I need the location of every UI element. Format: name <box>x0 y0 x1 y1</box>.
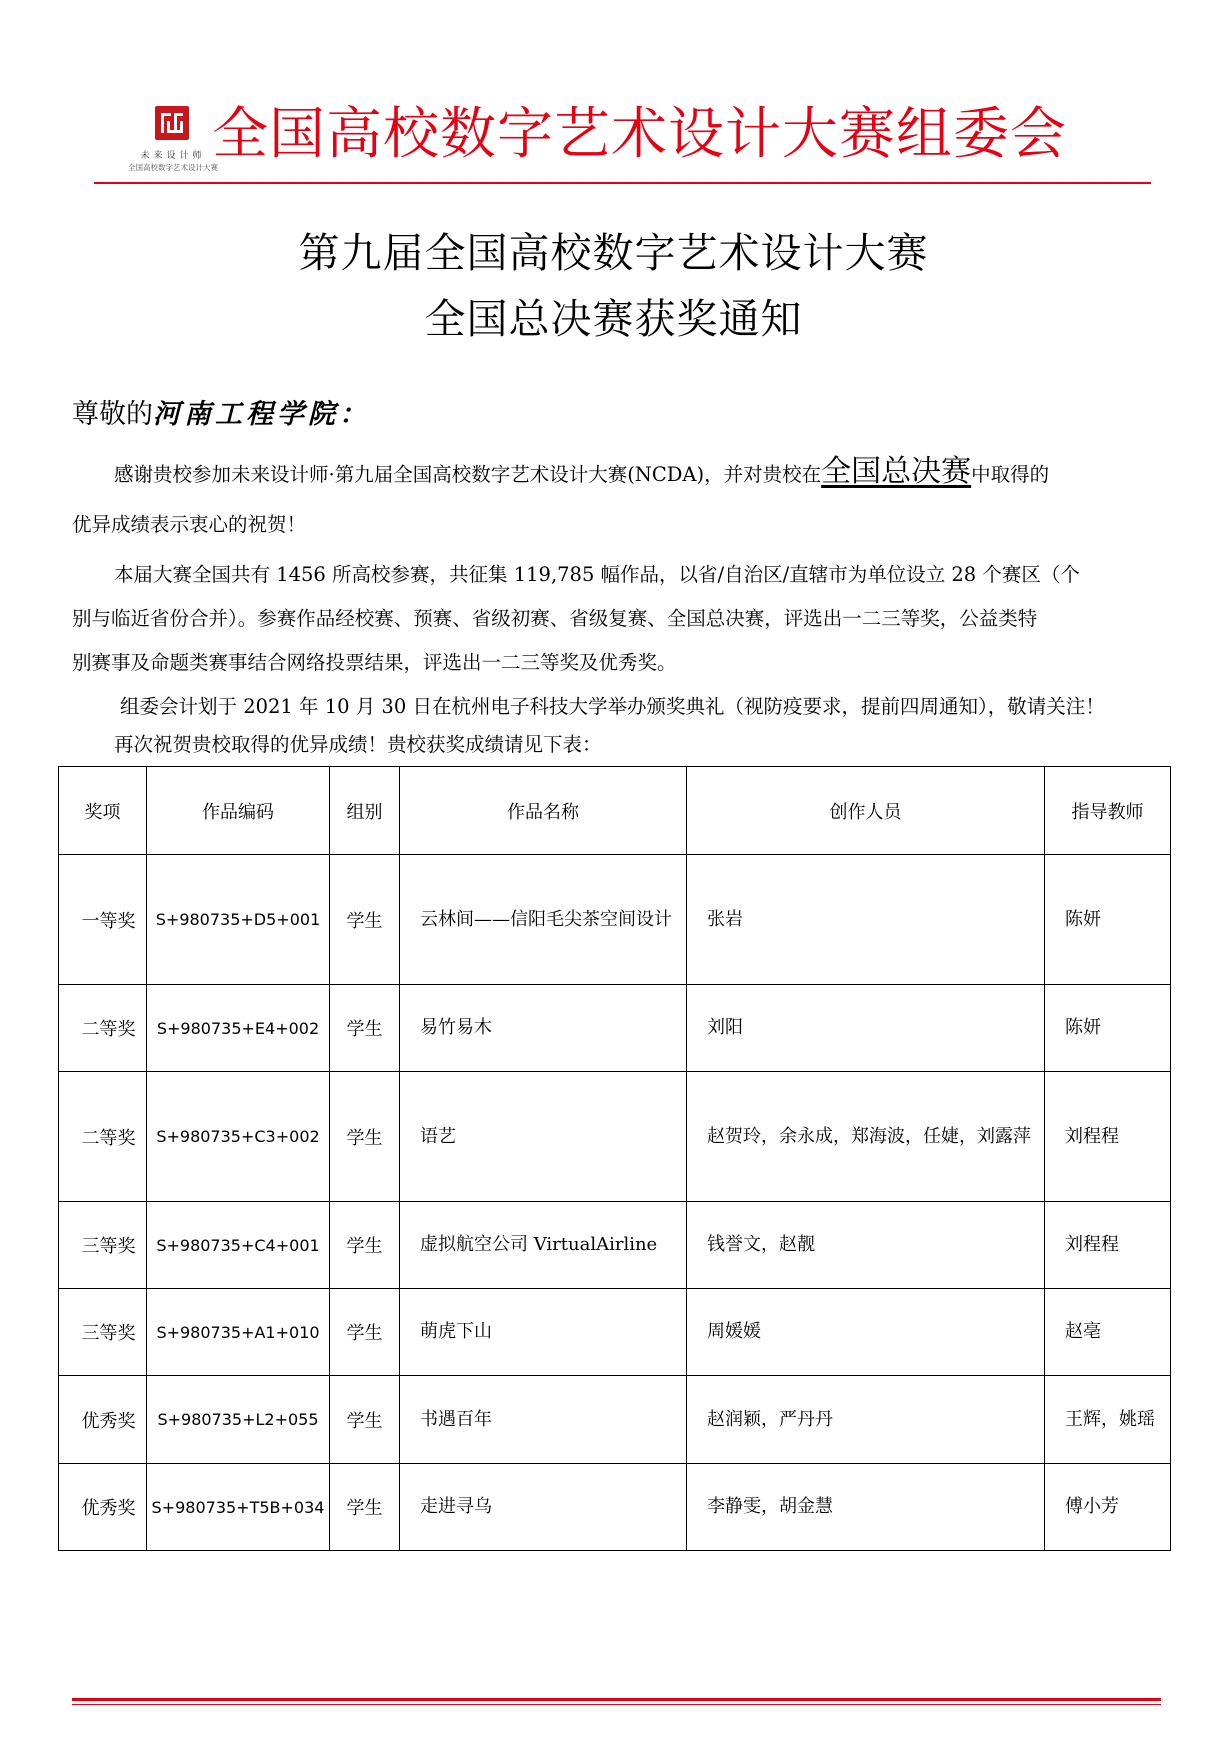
header-code: 作品编码 <box>147 767 330 855</box>
notice-title-line1: 第九届全国高校数字艺术设计大赛 <box>298 229 929 277</box>
logo-subtext: 全国高校数字艺术设计大赛 <box>128 163 218 172</box>
header-work: 作品名称 <box>400 767 687 855</box>
work-cell: 书遇百年 <box>400 1376 687 1464</box>
thanks-text: 感谢贵校参加未来设计师·第九届全国高校数字艺术设计大赛(NCDA)，并对贵校在 <box>114 463 822 486</box>
footer-divider-thin <box>72 1704 1161 1705</box>
highlight-final: 全国总决赛 <box>821 454 972 489</box>
creators-cell: 赵润颖，严丹丹 <box>687 1376 1045 1464</box>
table-row <box>59 1202 1171 1289</box>
award-cell: 二等奖 <box>59 1072 147 1202</box>
award-cell: 三等奖 <box>59 1202 147 1289</box>
advisor-cell: 陈妍 <box>1045 985 1171 1072</box>
group-cell: 学生 <box>330 1202 400 1289</box>
award-table <box>58 766 1171 1551</box>
paragraph-stats-line1: 本届大赛全国共有 1456 所高校参赛，共征集 119,785 幅作品，以省/自治区/直辖市为单位设立 28 个赛区（个 <box>114 563 1080 586</box>
footer-divider <box>72 1698 1161 1701</box>
code-cell: S+980735+C3+002 <box>147 1072 330 1202</box>
work-cell: 虚拟航空公司 VirtualAirline <box>400 1202 687 1289</box>
code-cell: S+980735+L2+055 <box>147 1376 330 1464</box>
advisor-cell: 赵亳 <box>1045 1289 1171 1376</box>
logo-text: 未来设计师 <box>140 151 206 161</box>
letterhead <box>72 98 1152 188</box>
table-row <box>59 1376 1171 1464</box>
code-cell: S+980735+T5B+034 <box>147 1464 330 1551</box>
group-cell: 学生 <box>330 1289 400 1376</box>
paragraph-ceremony: 组委会计划于 2021 年 10 月 30 日在杭州电子科技大学举办颁奖典礼（视防疫要求，提前四周通知），敬请关注！ <box>120 695 1105 718</box>
header-group: 组别 <box>330 767 400 855</box>
award-cell: 优秀奖 <box>59 1464 147 1551</box>
advisor-cell: 王辉，姚瑶 <box>1045 1376 1171 1464</box>
header-divider <box>94 182 1151 184</box>
group-cell: 学生 <box>330 985 400 1072</box>
header-award: 奖项 <box>59 767 147 855</box>
advisor-cell: 刘程程 <box>1045 1202 1171 1289</box>
group-cell: 学生 <box>330 1376 400 1464</box>
table-row <box>59 855 1171 985</box>
advisor-cell: 刘程程 <box>1045 1072 1171 1202</box>
organizer-title: 全国高校数字艺术设计大赛组委会 <box>212 102 1067 167</box>
creators-cell: 钱誉文，赵靓 <box>687 1202 1045 1289</box>
award-cell: 优秀奖 <box>59 1376 147 1464</box>
advisor-cell: 傅小芳 <box>1045 1464 1171 1551</box>
creators-cell: 赵贺玲，余永成，郑海波，任婕，刘露萍 <box>687 1072 1045 1202</box>
advisor-cell: 陈妍 <box>1045 855 1171 985</box>
logo-mark-icon <box>155 106 189 140</box>
code-cell: S+980735+E4+002 <box>147 985 330 1072</box>
work-cell: 易竹易木 <box>400 985 687 1072</box>
table-row <box>59 1464 1171 1551</box>
group-cell: 学生 <box>330 1072 400 1202</box>
award-cell: 一等奖 <box>59 855 147 985</box>
work-cell: 云林间——信阳毛尖茶空间设计 <box>400 855 687 985</box>
creators-cell: 李静雯，胡金慧 <box>687 1464 1045 1551</box>
code-cell: S+980735+A1+010 <box>147 1289 330 1376</box>
creators-cell: 周媛媛 <box>687 1289 1045 1376</box>
paragraph-closing: 再次祝贺贵校取得的优异成绩！贵校获奖成绩请见下表： <box>114 733 602 756</box>
table-row <box>59 1072 1171 1202</box>
table-row <box>59 1289 1171 1376</box>
group-cell: 学生 <box>330 1464 400 1551</box>
thanks-text-end: 中取得的 <box>971 463 1050 486</box>
work-cell: 走进寻乌 <box>400 1464 687 1551</box>
paragraph-thanks-line2: 优异成绩表示衷心的祝贺！ <box>72 513 307 536</box>
table-header-row <box>59 767 1171 855</box>
paragraph-stats-line2: 别与临近省份合并）。参赛作品经校赛、预赛、省级初赛、省级复赛、全国总决赛，评选出一二三等奖，公益类特 <box>72 607 1038 630</box>
notice-title-line2: 全国总决赛获奖通知 <box>424 295 803 343</box>
creators-cell: 张岩 <box>687 855 1045 985</box>
work-cell: 语艺 <box>400 1072 687 1202</box>
header-creators: 创作人员 <box>687 767 1045 855</box>
group-cell: 学生 <box>330 855 400 985</box>
salutation <box>72 395 370 435</box>
salutation-prefix: 尊敬的 <box>72 399 153 430</box>
code-cell: S+980735+D5+001 <box>147 855 330 985</box>
work-cell: 萌虎下山 <box>400 1289 687 1376</box>
award-cell: 三等奖 <box>59 1289 147 1376</box>
award-cell: 二等奖 <box>59 985 147 1072</box>
code-cell: S+980735+C4+001 <box>147 1202 330 1289</box>
paragraph-stats-line3: 别赛事及命题类赛事结合网络投票结果，评选出一二三等奖及优秀奖。 <box>72 651 677 674</box>
table-row <box>59 985 1171 1072</box>
header-advisor: 指导教师 <box>1045 767 1171 855</box>
paragraph-thanks <box>72 450 1162 497</box>
creators-cell: 刘阳 <box>687 985 1045 1072</box>
school-name: 河南工程学院： <box>153 399 370 430</box>
